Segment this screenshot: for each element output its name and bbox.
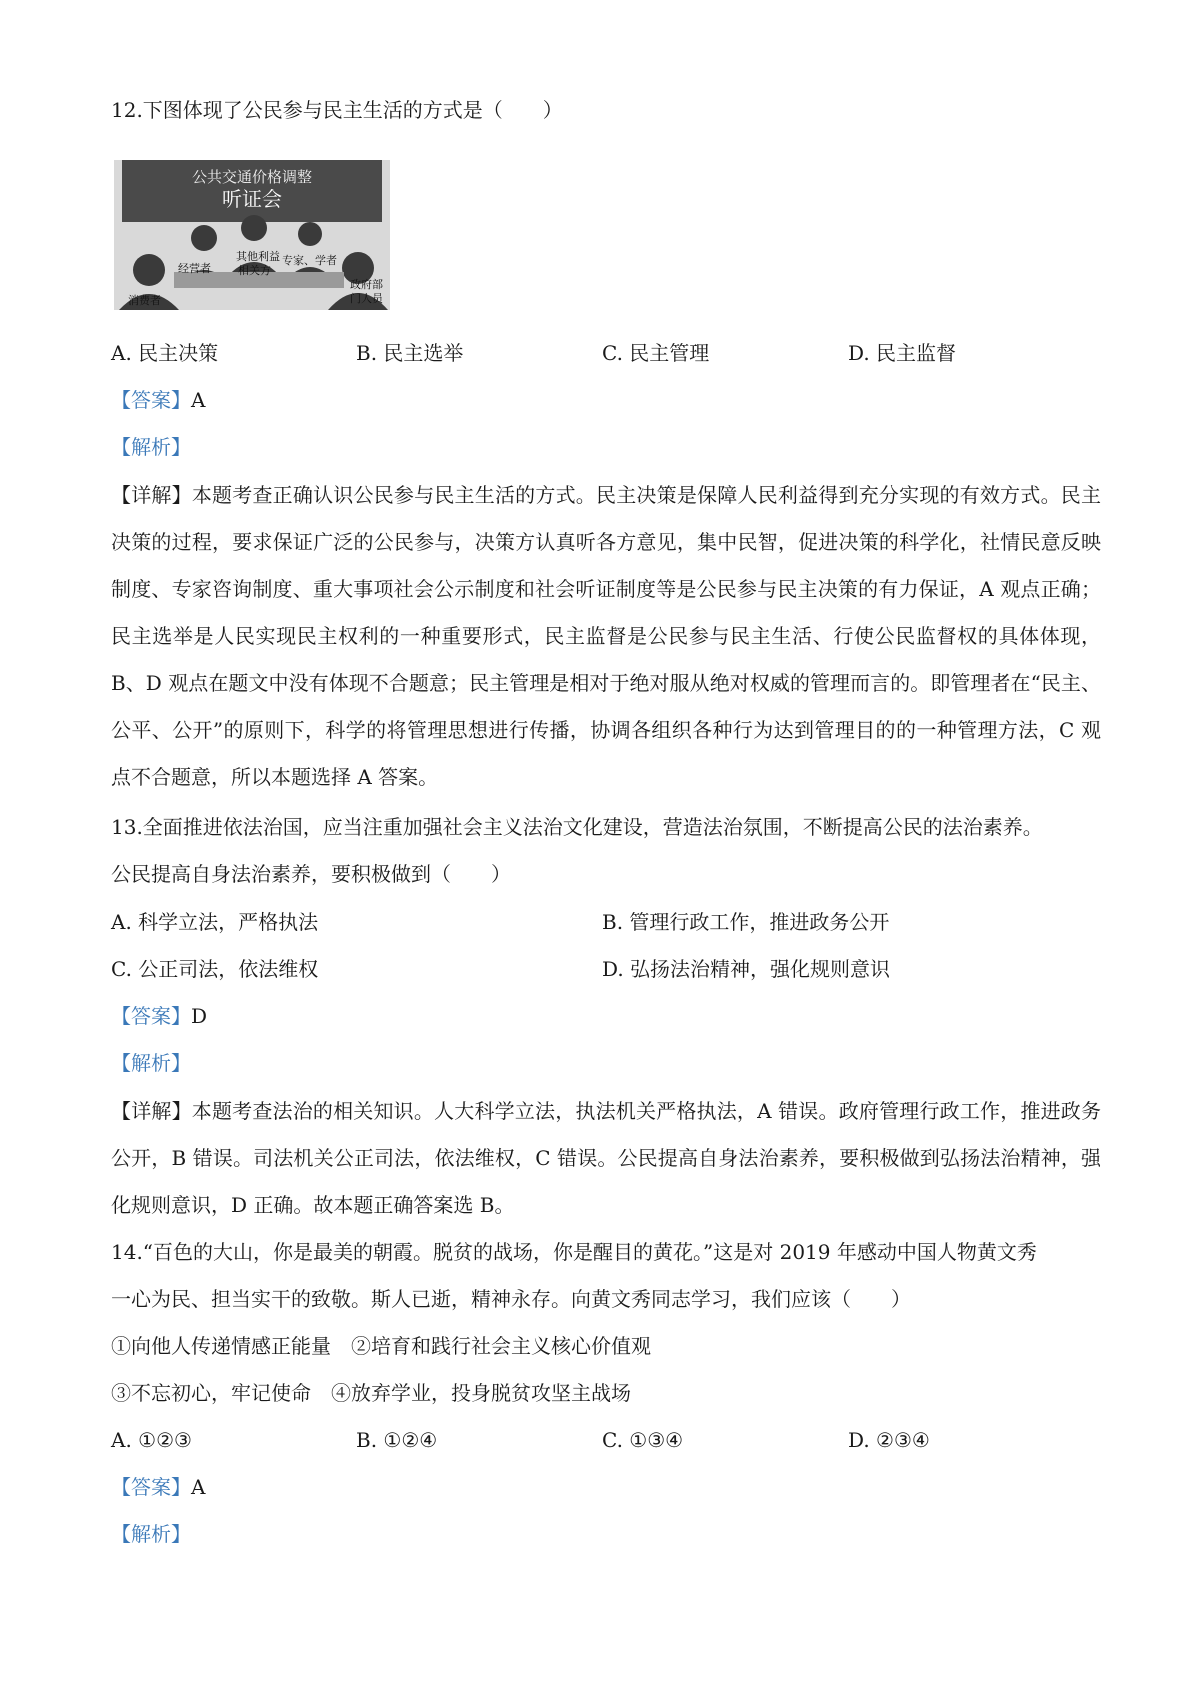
answer-value: A bbox=[191, 1475, 206, 1499]
answer-tag: 【答案】 bbox=[111, 388, 191, 412]
q13-analysis-tag: 【解析】 bbox=[111, 1051, 191, 1075]
hearing-illustration bbox=[114, 160, 390, 310]
q14-items-line2: ③不忘初心，牢记使命 ④放弃学业，投身脱贫攻坚主战场 bbox=[111, 1381, 631, 1405]
q12-answer bbox=[111, 386, 205, 414]
q12-analysis-tag: 【解析】 bbox=[111, 435, 191, 459]
q14-option-b: B. ①②④ bbox=[356, 1428, 438, 1452]
banner-line2: 听证会 bbox=[222, 187, 282, 211]
q12-option-c: C. 民主管理 bbox=[602, 341, 710, 365]
q14-option-c: C. ①③④ bbox=[602, 1428, 684, 1452]
label-gov-1: 政府部 bbox=[350, 278, 383, 291]
q13-option-b: B. 管理行政工作，推进政务公开 bbox=[602, 910, 890, 934]
answer-tag: 【答案】 bbox=[111, 1475, 191, 1499]
q13-option-a: A. 科学立法，严格执法 bbox=[111, 910, 319, 934]
q14-stem-line1: 14.“百色的大山，你是最美的朝霞。脱贫的战场，你是醒目的黄花。”这是对 2019 年感动中国人物黄文秀 bbox=[111, 1240, 1037, 1264]
label-operator: 经营者 bbox=[178, 262, 211, 275]
label-other-parties-1: 其他利益 bbox=[236, 250, 280, 263]
answer-value: A bbox=[191, 388, 206, 412]
q13-option-d: D. 弘扬法治精神，强化规则意识 bbox=[602, 957, 891, 981]
q12-option-a: A. 民主决策 bbox=[111, 341, 219, 365]
q13-option-c: C. 公正司法，依法维权 bbox=[111, 957, 319, 981]
q14-answer bbox=[111, 1473, 205, 1501]
q12-option-b: B. 民主选举 bbox=[356, 341, 464, 365]
q13-answer bbox=[111, 1002, 207, 1030]
label-experts: 专家、学者 bbox=[282, 254, 337, 267]
q14-option-d: D. ②③④ bbox=[848, 1428, 930, 1452]
q12-stem: 12.下图体现了公民参与民主生活的方式是（ ） bbox=[111, 98, 563, 122]
label-other-parties-2: 相关方 bbox=[238, 264, 271, 277]
q12-option-d: D. 民主监督 bbox=[848, 341, 957, 365]
q14-stem-line2: 一心为民、担当实干的致敬。斯人已逝，精神永存。向黄文秀同志学习，我们应该（ ） bbox=[111, 1287, 911, 1311]
q14-items-line1: ①向他人传递情感正能量 ②培育和践行社会主义核心价值观 bbox=[111, 1334, 651, 1358]
detail-text: 本题考查法治的相关知识。人大科学立法，执法机关严格执法，A 错误。政府管理行政工作，推进政务公开，B 错误。司法机关公正司法，依法维权，C 错误。公民提高自身法治素养，要积极做到弘扬法治精神，强化规则意识，D 正确。故本题正确答案选 B。 bbox=[111, 1099, 1101, 1217]
label-gov-2: 门人员 bbox=[350, 292, 383, 305]
q13-stem-line1: 13.全面推进依法治国，应当注重加强社会主义法治文化建设，营造法治氛围，不断提高公民的法治素养。 bbox=[111, 815, 1043, 839]
answer-tag: 【答案】 bbox=[111, 1004, 191, 1028]
q12-detail bbox=[111, 472, 1101, 801]
detail-text: 本题考查正确认识公民参与民主生活的方式。民主决策是保障人民利益得到充分实现的有效方式。民主决策的过程，要求保证广泛的公民参与，决策方认真听各方意见，集中民智，促进决策的科学化，社情民意反映制度、专家咨询制度、重大事项社会公示制度和社会听证制度等是公民参与民主决策的有力保证，A 观点正确；民主选举是人民实现民主权利的一种重要形式，民主监督是公民参与民主生活、行使公民监督权的具体体现，B、D 观点在题文中没有体现不合题意；民主管理是相对于绝对服从绝对权威的管理而言的。即管理者在“民主、公平、公开”的原则下，科学的将管理思想进行传播，协调各组织各种行为达到管理目的的一种管理方法，C 观点不合题意，所以本题选择 A 答案。 bbox=[111, 483, 1102, 789]
detail-tag: 【详解】 bbox=[111, 483, 192, 507]
q14-option-a: A. ①②③ bbox=[111, 1428, 192, 1452]
detail-tag: 【详解】 bbox=[111, 1099, 192, 1123]
q13-detail bbox=[111, 1088, 1101, 1229]
banner-line1: 公共交通价格调整 bbox=[191, 168, 313, 186]
q13-stem-line2: 公民提高自身法治素养，要积极做到（ ） bbox=[111, 862, 511, 886]
answer-value: D bbox=[191, 1004, 208, 1028]
q14-analysis-tag: 【解析】 bbox=[111, 1522, 191, 1546]
label-consumer: 消费者 bbox=[128, 294, 161, 307]
